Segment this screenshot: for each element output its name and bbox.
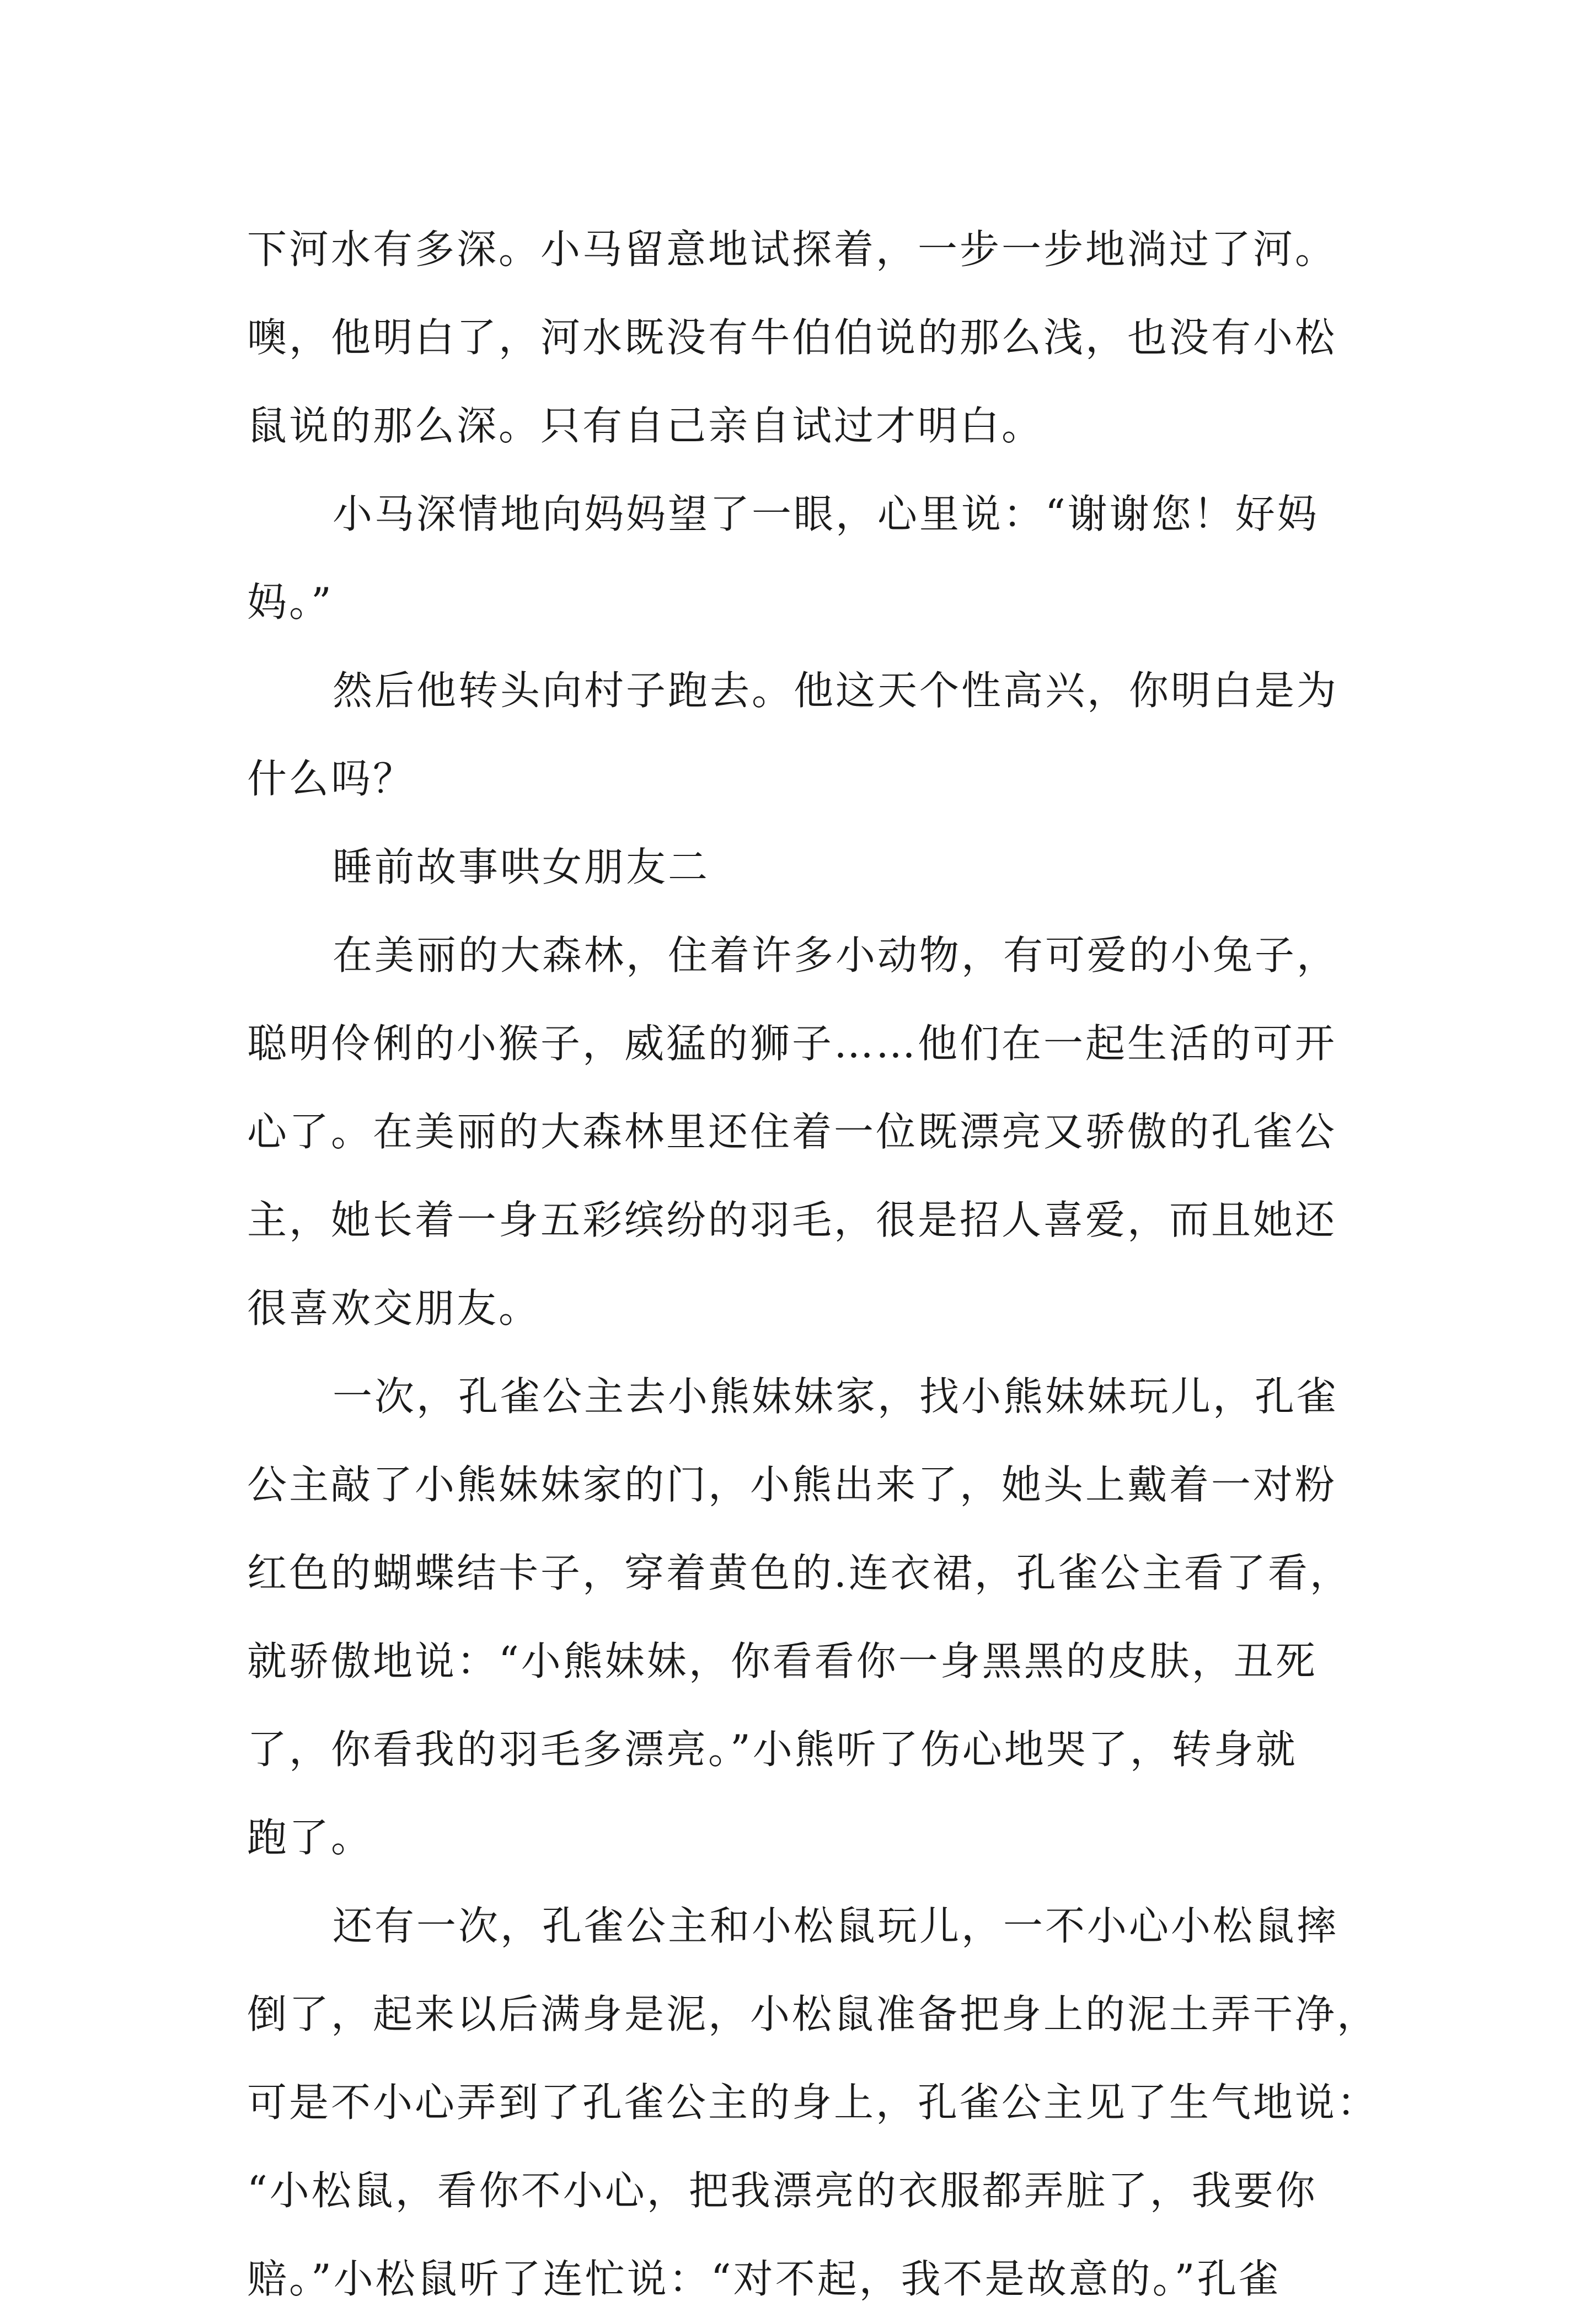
text-line: 跑了。 — [247, 1814, 373, 1861]
text-line: 睡前故事哄女朋友二 — [333, 844, 710, 890]
text-line: 小马深情地向妈妈望了一眼，心里说：“谢谢您！好妈 — [333, 491, 1319, 537]
document-body — [247, 205, 1379, 2323]
paragraph — [247, 646, 1367, 823]
paragraph — [247, 911, 1367, 1352]
section-heading — [247, 823, 1367, 911]
text-line: 在美丽的大森林，住着许多小动物，有可爱的小兔子， — [333, 932, 1339, 978]
text-line: 什么吗？ — [247, 756, 415, 802]
text-line: 公主敲了小熊妹妹家的门，小熊出来了，她头上戴着一对粉 — [247, 1462, 1337, 1508]
text-line: 一次，孔雀公主去小熊妹妹家，找小熊妹妹玩儿，孔雀 — [333, 1373, 1339, 1420]
text-line: “小松鼠，看你不小心，把我漂亮的衣服都弄脏了，我要你 — [247, 2167, 1317, 2214]
text-line: 红色的蝴蝶结卡子，穿着黄色的.连衣裙，孔雀公主看了看， — [247, 1550, 1352, 1596]
text-line: 就骄傲地说：“小熊妹妹，你看看你一身黑黑的皮肤，丑死 — [247, 1638, 1317, 1684]
text-line: 赔。”小松鼠听了连忙说：“对不起，我不是故意的。”孔雀 — [247, 2256, 1281, 2302]
text-line: 还有一次，孔雀公主和小松鼠玩儿，一不小心小松鼠摔 — [333, 1903, 1339, 1949]
text-line: 下河水有多深。小马留意地试探着，一步一步地淌过了河。 — [247, 226, 1337, 272]
paragraph — [247, 1882, 1379, 2323]
text-line: 心了。在美丽的大森林里还住着一位既漂亮又骄傲的孔雀公 — [247, 1109, 1337, 1155]
text-line: 妈。” — [247, 579, 334, 625]
text-line: 了，你看我的羽毛多漂亮。”小熊听了伤心地哭了，转身就 — [247, 1726, 1298, 1773]
text-line: 然后他转头向村子跑去。他这天个性高兴，你明白是为 — [333, 667, 1339, 714]
text-line: 鼠说的那么深。只有自己亲自试过才明白。 — [247, 403, 1044, 449]
text-line: 倒了，起来以后满身是泥，小松鼠准备把身上的泥土弄干净， — [247, 1991, 1379, 2037]
paragraph — [247, 470, 1367, 646]
text-line: 主，她长着一身五彩缤纷的羽毛，很是招人喜爱，而且她还 — [247, 1197, 1337, 1243]
text-line: 可是不小心弄到了孔雀公主的身上，孔雀公主见了生气地说： — [247, 2079, 1379, 2126]
text-line: 聪明伶俐的小猴子，威猛的狮子……他们在一起生活的可开 — [247, 1020, 1337, 1067]
text-line: 噢，他明白了，河水既没有牛伯伯说的那么浅，也没有小松 — [247, 314, 1337, 361]
paragraph — [247, 1352, 1367, 1882]
paragraph — [247, 205, 1367, 470]
text-line: 很喜欢交朋友。 — [247, 1285, 541, 1331]
